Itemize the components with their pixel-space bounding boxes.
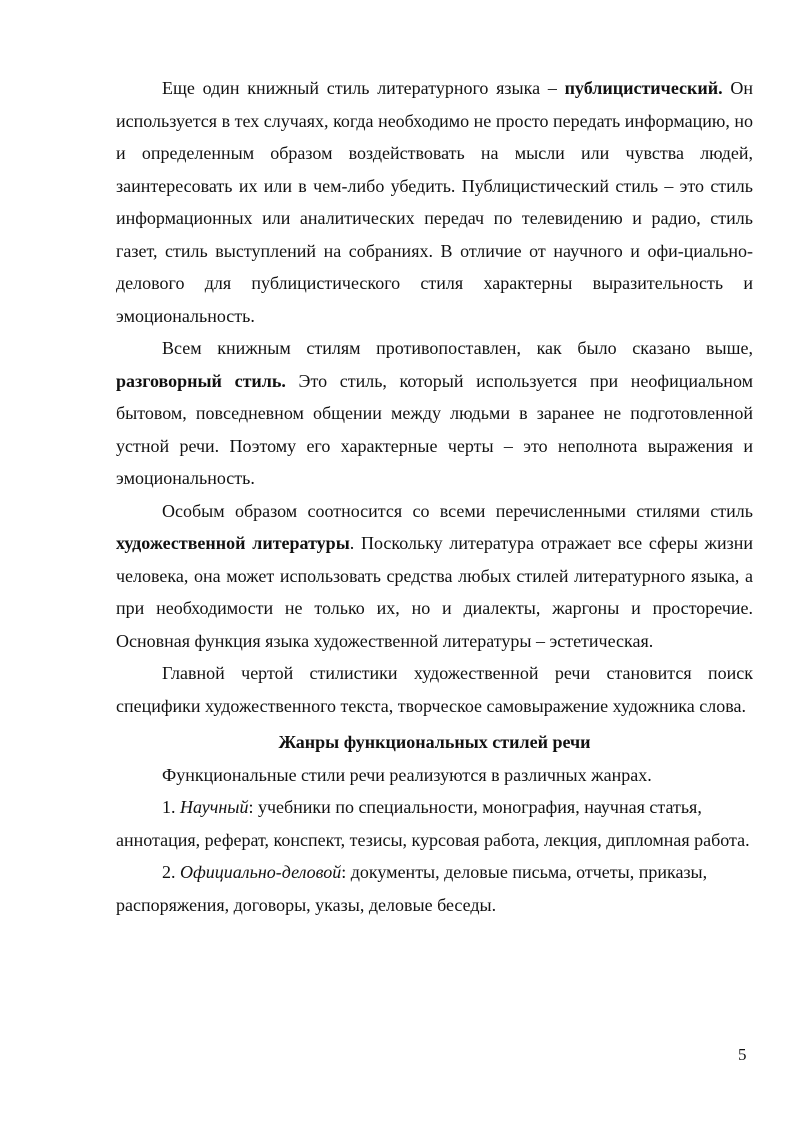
page-number: 5 [738,1045,747,1064]
section-heading: Жанры функциональных стилей речи [278,732,591,752]
term-colloquial: разговорный стиль. [116,370,286,391]
paragraph-intro: Функциональные стили речи реализуются в различных жанрах. [162,764,652,785]
paragraph-text: . Поскольку литература отражает все сферы жизни человека, она может использовать средства любых стилей литературного языка, а при необходимости не только их, но и диалекты, жаргоны и просторечие. Основная функция языка художественной литературы – эстетическая. [116,533,753,651]
list-item-number: 2. [162,862,180,882]
paragraph-colloquial [116,332,753,495]
paragraph-text: Он используется в тех случаях, когда необходимо не просто передать информацию, но и определенным образом воздействовать на мысли или чувства людей, заинтересовать их или в чем-либо убедить. Публицистический стиль – это стиль информационных или аналитических передач по телевидению и радио, стиль газет, стиль выступлений на собраниях. В отличие от научного и офи-циально-делового для публицистического стиля характерны выразительность и эмоциональность. [116,78,753,326]
paragraph-text: Еще один книжный стиль литературного языка – [162,78,565,98]
list-item-style-name: Научный [180,797,249,817]
paragraph-main-feature: Главной чертой стилистики художественной речи становится поиск специфики художественного текста, творческое самовыражение художника слова. [116,663,753,716]
paragraph-text: Это стиль, который используется при неофициальном бытовом, повседневном общении между людьми в заранее не подготовленной устной речи. Поэтому его характерные черты – это неполнота выражения и эмоциональность. [116,370,753,488]
list-item [116,856,753,921]
list-item-text: : учебники по специальности, монография, научная статья, аннотация, реферат, конспект, тезисы, курсовая работа, лекция, дипломная работа. [116,797,750,850]
list-item [116,791,753,856]
list-item-text: : документы, деловые письма, отчеты, приказы, распоряжения, договоры, указы, деловые беседы. [116,862,708,915]
term-fiction: художественной литературы [116,533,350,553]
term-publicistic: публицистический. [564,78,723,98]
list-item-style-name: Официально-деловой [180,862,342,882]
list-item-number: 1. [162,797,180,817]
paragraph-text: Особым образом соотносится со всеми перечисленными стилями стиль [162,500,753,521]
paragraph-fiction [116,495,753,658]
paragraph-publicistic [116,72,753,332]
paragraph-text: Всем книжным стилям противопоставлен, как было сказано выше, [162,338,753,358]
document-page [116,72,753,921]
